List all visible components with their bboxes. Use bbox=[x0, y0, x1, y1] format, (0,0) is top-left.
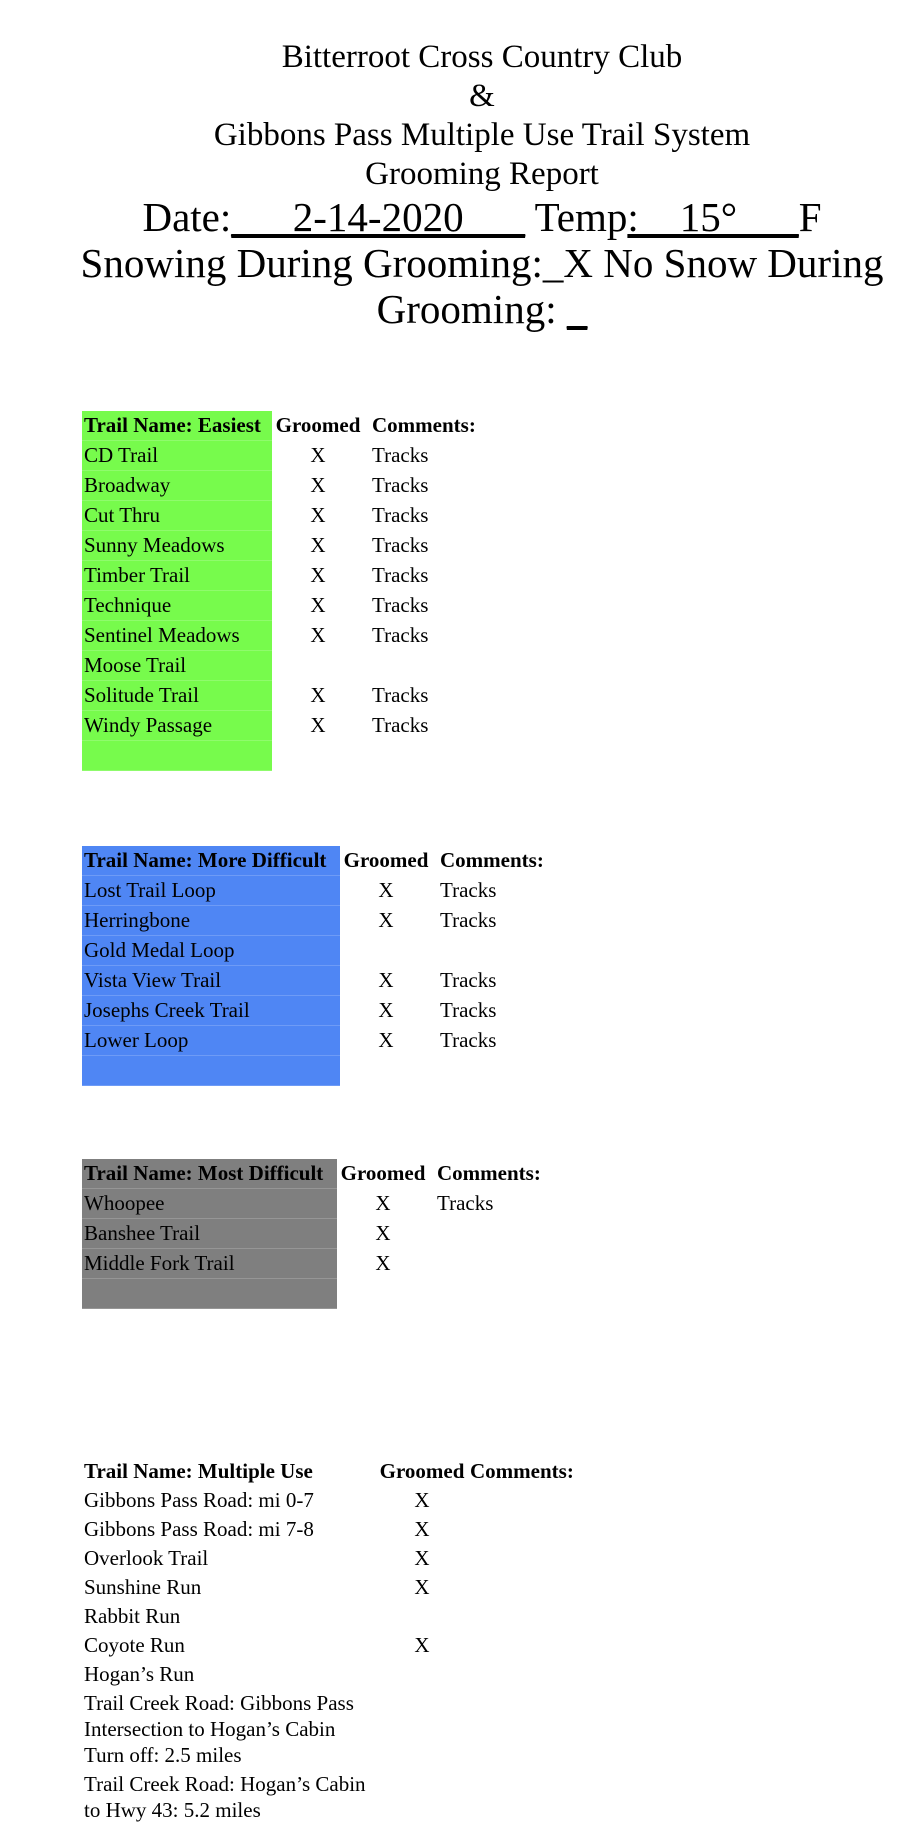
table-row bbox=[82, 996, 562, 1026]
trail-comment: Tracks bbox=[437, 1191, 494, 1215]
groomed-mark: X bbox=[414, 1488, 430, 1512]
groomed-mark: X bbox=[310, 593, 326, 617]
trail-comment: Tracks bbox=[372, 593, 429, 617]
table-row bbox=[82, 621, 494, 651]
trail-comment bbox=[468, 1661, 576, 1690]
club-name: Bitterroot Cross Country Club bbox=[281, 39, 683, 75]
trail-name: Lost Trail Loop bbox=[82, 876, 340, 906]
trail-name: Gibbons Pass Road: mi 7-8 bbox=[84, 1517, 314, 1541]
groomed-mark: X bbox=[378, 878, 394, 902]
trail-name: Timber Trail bbox=[82, 561, 272, 591]
col-comments: Comments: bbox=[470, 1459, 574, 1483]
table-row bbox=[82, 591, 494, 621]
trail-name: Herringbone bbox=[82, 906, 340, 936]
groomed-mark: X bbox=[378, 968, 394, 992]
most-difficult-trails-table bbox=[82, 1159, 559, 1309]
trail-name: Gibbons Pass Road: mi 0-7 bbox=[84, 1488, 314, 1512]
table-filler-row bbox=[82, 1279, 559, 1309]
table-row bbox=[82, 681, 494, 711]
trail-name: Trail Creek Road: Gibbons Pass Intersection to Hogan’s Cabin Turn off: 2.5 miles bbox=[84, 1691, 354, 1767]
table-header-row bbox=[82, 1159, 559, 1189]
trail-name: Overlook Trail bbox=[84, 1546, 209, 1570]
trail-name: CD Trail bbox=[82, 441, 272, 471]
trail-comment bbox=[429, 1219, 559, 1249]
empty-cell bbox=[337, 1279, 429, 1309]
groomed-mark bbox=[376, 1661, 468, 1690]
groomed-mark: X bbox=[310, 443, 326, 467]
groomed-mark: X bbox=[310, 503, 326, 527]
groomed-mark: X bbox=[414, 1575, 430, 1599]
empty-cell bbox=[82, 741, 272, 771]
table-row bbox=[82, 1487, 576, 1516]
trail-system-name: Gibbons Pass Multiple Use Trail System bbox=[213, 117, 751, 153]
groomed-mark: X bbox=[310, 473, 326, 497]
groomed-mark: X bbox=[375, 1221, 391, 1245]
trail-comment: Tracks bbox=[372, 533, 429, 557]
col-groomed: Groomed bbox=[343, 848, 429, 873]
col-trail-name: Trail Name: Easiest bbox=[82, 411, 272, 441]
groomed-mark bbox=[376, 1690, 468, 1771]
trail-comment bbox=[468, 1487, 576, 1516]
snowing-line: Snowing During Grooming:_X No Snow During bbox=[80, 240, 884, 286]
groomed-mark bbox=[376, 1603, 468, 1632]
table-filler-row bbox=[82, 741, 494, 771]
groomed-mark: X bbox=[378, 998, 394, 1022]
empty-cell bbox=[429, 1279, 559, 1309]
table-row bbox=[82, 1632, 576, 1661]
col-comments: Comments: bbox=[437, 1161, 541, 1186]
date-label: Date: bbox=[142, 194, 232, 240]
grooming-value: _ bbox=[566, 286, 588, 332]
table-row bbox=[82, 1661, 576, 1690]
table-row bbox=[82, 1189, 559, 1219]
table-row bbox=[82, 1690, 576, 1771]
table-header-row bbox=[82, 411, 494, 441]
table-row bbox=[82, 501, 494, 531]
col-comments: Comments: bbox=[440, 848, 544, 873]
trail-comment bbox=[468, 1603, 576, 1632]
more-difficult-trails-table bbox=[82, 846, 562, 1086]
col-trail-name: Trail Name: More Difficult bbox=[82, 846, 340, 876]
trail-name: Sunny Meadows bbox=[82, 531, 272, 561]
trail-comment bbox=[468, 1516, 576, 1545]
trail-comment: Tracks bbox=[440, 968, 497, 992]
col-groomed: Groomed bbox=[275, 413, 361, 438]
table-row bbox=[82, 441, 494, 471]
trail-comment: Tracks bbox=[440, 1028, 497, 1052]
groomed-mark bbox=[272, 651, 364, 681]
trail-comment bbox=[468, 1690, 576, 1771]
trail-comment bbox=[468, 1771, 576, 1826]
trail-name: Rabbit Run bbox=[84, 1604, 181, 1628]
report-header bbox=[0, 38, 902, 332]
groomed-mark: X bbox=[378, 908, 394, 932]
col-groomed: Groomed bbox=[379, 1459, 465, 1483]
table-row bbox=[82, 1516, 576, 1545]
groomed-mark: X bbox=[414, 1633, 430, 1657]
table-row bbox=[82, 1574, 576, 1603]
table-row bbox=[82, 651, 494, 681]
trail-name: Banshee Trail bbox=[82, 1219, 337, 1249]
trail-comment bbox=[468, 1632, 576, 1661]
groomed-mark: X bbox=[310, 683, 326, 707]
trail-name: Whoopee bbox=[82, 1189, 337, 1219]
trail-name: Technique bbox=[82, 591, 272, 621]
table-row bbox=[82, 711, 494, 741]
trail-comment: Tracks bbox=[372, 623, 429, 647]
groomed-mark: X bbox=[414, 1546, 430, 1570]
trail-comment: Tracks bbox=[372, 443, 429, 467]
col-trail-name: Trail Name: Most Difficult bbox=[82, 1159, 337, 1189]
groomed-mark: X bbox=[378, 1028, 394, 1052]
groomed-mark: X bbox=[414, 1517, 430, 1541]
easiest-trails-table bbox=[82, 411, 494, 771]
grooming-line bbox=[0, 286, 902, 332]
trail-name: Middle Fork Trail bbox=[82, 1249, 337, 1279]
trail-name: Coyote Run bbox=[84, 1633, 185, 1657]
col-groomed: Groomed bbox=[340, 1161, 426, 1186]
groomed-mark: X bbox=[375, 1251, 391, 1275]
trail-name: Solitude Trail bbox=[82, 681, 272, 711]
empty-cell bbox=[82, 1279, 337, 1309]
trail-comment: Tracks bbox=[372, 503, 429, 527]
trail-name: Vista View Trail bbox=[82, 966, 340, 996]
table-row bbox=[82, 1219, 559, 1249]
groomed-mark bbox=[376, 1771, 468, 1826]
trail-comment bbox=[468, 1545, 576, 1574]
trail-comment: Tracks bbox=[440, 878, 497, 902]
groomed-mark: X bbox=[310, 533, 326, 557]
trail-name: Gold Medal Loop bbox=[82, 936, 340, 966]
empty-cell bbox=[432, 1056, 562, 1086]
table-row bbox=[82, 1603, 576, 1632]
groomed-mark: X bbox=[310, 623, 326, 647]
trail-comment bbox=[429, 1249, 559, 1279]
col-trail-name: Trail Name: Multiple Use bbox=[84, 1459, 313, 1483]
trail-comment: Tracks bbox=[440, 908, 497, 932]
table-row bbox=[82, 471, 494, 501]
table-row bbox=[82, 1545, 576, 1574]
table-row bbox=[82, 561, 494, 591]
table-header-row bbox=[82, 1458, 576, 1487]
date-value: ___2-14-2020___ bbox=[231, 194, 526, 240]
groomed-mark: X bbox=[310, 563, 326, 587]
trail-name: Cut Thru bbox=[82, 501, 272, 531]
trail-name: Broadway bbox=[82, 471, 272, 501]
trail-name: Josephs Creek Trail bbox=[82, 996, 340, 1026]
col-comments: Comments: bbox=[372, 413, 476, 438]
trail-name: Windy Passage bbox=[82, 711, 272, 741]
table-row bbox=[82, 1249, 559, 1279]
empty-cell bbox=[340, 1056, 432, 1086]
groomed-mark: X bbox=[375, 1191, 391, 1215]
trail-comment bbox=[364, 651, 494, 681]
trail-name: Lower Loop bbox=[82, 1026, 340, 1056]
table-row bbox=[82, 906, 562, 936]
table-row bbox=[82, 966, 562, 996]
table-row bbox=[82, 876, 562, 906]
table-row bbox=[82, 1771, 576, 1826]
trail-name: Sentinel Meadows bbox=[82, 621, 272, 651]
trail-comment bbox=[432, 936, 562, 966]
table-row bbox=[82, 936, 562, 966]
trail-comment: Tracks bbox=[372, 713, 429, 737]
groomed-mark: X bbox=[310, 713, 326, 737]
empty-cell bbox=[364, 741, 494, 771]
trail-name: Sunshine Run bbox=[84, 1575, 202, 1599]
table-header-row bbox=[82, 846, 562, 876]
report-title: Grooming Report bbox=[365, 156, 599, 192]
temp-unit: F bbox=[798, 194, 822, 240]
trail-name: Moose Trail bbox=[82, 651, 272, 681]
trail-comment: Tracks bbox=[372, 563, 429, 587]
trail-comment: Tracks bbox=[372, 683, 429, 707]
table-filler-row bbox=[82, 1056, 562, 1086]
temp-label: Temp bbox=[534, 194, 628, 240]
trail-comment: Tracks bbox=[372, 473, 429, 497]
temp-value: :__15°___ bbox=[627, 194, 799, 240]
table-row bbox=[82, 531, 494, 561]
grooming-label: Grooming: bbox=[376, 286, 567, 332]
ampersand: & bbox=[469, 78, 495, 114]
table-row bbox=[82, 1026, 562, 1056]
empty-cell bbox=[272, 741, 364, 771]
trail-comment: Tracks bbox=[440, 998, 497, 1022]
trail-comment bbox=[468, 1574, 576, 1603]
groomed-mark bbox=[340, 936, 432, 966]
trail-name: Hogan’s Run bbox=[84, 1662, 195, 1686]
multiple-use-trails-table bbox=[82, 1458, 576, 1826]
trail-name: Trail Creek Road: Hogan’s Cabin to Hwy 43: 5.2 miles bbox=[84, 1772, 366, 1822]
date-temp-line bbox=[0, 194, 902, 240]
empty-cell bbox=[82, 1056, 340, 1086]
